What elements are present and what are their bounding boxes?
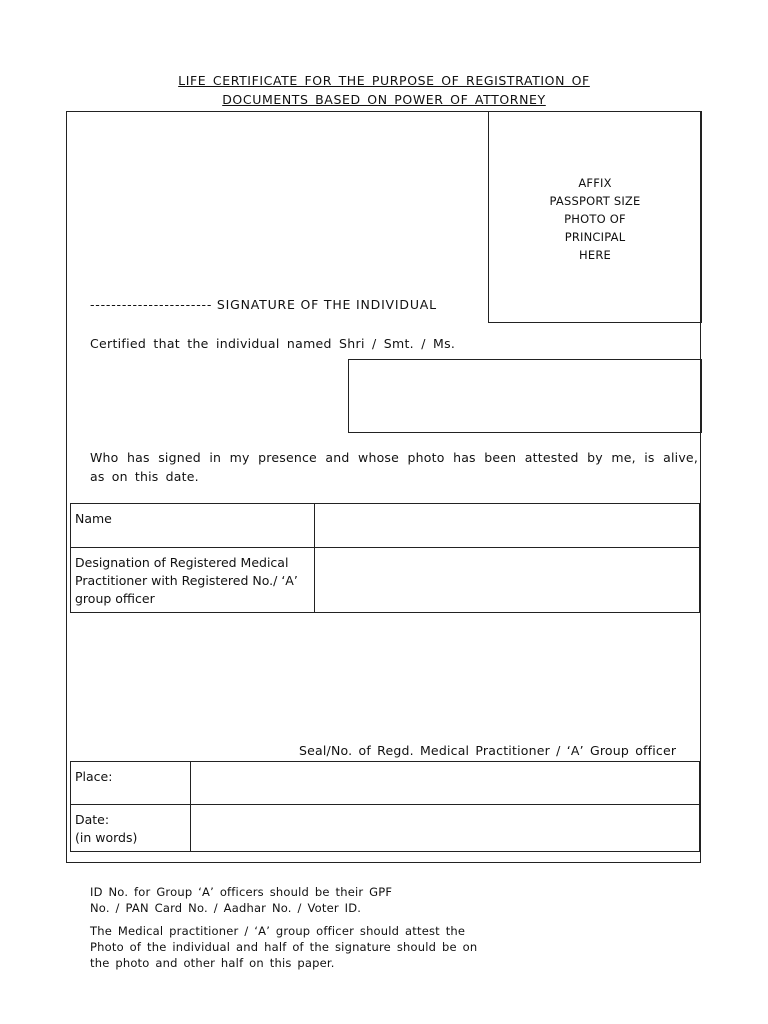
date-label: Date: bbox=[75, 812, 110, 827]
form-title-line-2: DOCUMENTS BASED ON POWER OF ATTORNEY bbox=[222, 92, 546, 107]
designation-field[interactable] bbox=[315, 548, 700, 613]
certified-text: Certified that the individual named Shri / Smt. / Ms. bbox=[90, 336, 456, 351]
note-2-line-3: the photo and other half on this paper. bbox=[90, 956, 335, 970]
seal-label: Seal/No. of Regd. Medical Practitioner / ‘A’ Group officer bbox=[299, 743, 677, 758]
name-field[interactable] bbox=[315, 504, 700, 548]
note-2-line-1: The Medical practitioner / ‘A’ group officer should attest the bbox=[90, 924, 466, 938]
designation-label: Designation of Registered Medical Practitioner with Registered No./ ‘A’ group officer bbox=[71, 548, 315, 613]
place-date-table bbox=[70, 761, 700, 852]
form-title-line-1: LIFE CERTIFICATE FOR THE PURPOSE OF REGISTRATION OF bbox=[178, 73, 590, 88]
photo-box-line: HERE bbox=[579, 248, 611, 262]
note-2-line-2: Photo of the individual and half of the signature should be on bbox=[90, 940, 478, 954]
place-label: Place: bbox=[71, 762, 191, 805]
note-1-line-1: ID No. for Group ‘A’ officers should be their GPF bbox=[90, 885, 393, 899]
photo-box-line: PASSPORT SIZE bbox=[549, 194, 641, 208]
name-label: Name bbox=[71, 504, 315, 548]
details-table bbox=[70, 503, 700, 613]
photo-box-line: AFFIX bbox=[578, 176, 612, 190]
photo-box-line: PHOTO OF bbox=[564, 212, 626, 226]
signature-label: ----------------------- SIGNATURE OF THE INDIVIDUAL bbox=[90, 297, 437, 312]
date-sub-label: (in words) bbox=[75, 830, 138, 845]
photo-box bbox=[488, 111, 702, 323]
date-label-cell bbox=[71, 805, 191, 852]
note-1-line-2: No. / PAN Card No. / Aadhar No. / Voter ID. bbox=[90, 901, 362, 915]
note-2 bbox=[90, 923, 477, 971]
attestation-text: Who has signed in my presence and whose photo has been attested by me, is alive, as on this date. bbox=[90, 450, 698, 484]
photo-box-line: PRINCIPAL bbox=[564, 230, 626, 244]
individual-name-box[interactable] bbox=[348, 359, 702, 433]
place-field[interactable] bbox=[191, 762, 700, 805]
date-field[interactable] bbox=[191, 805, 700, 852]
note-1 bbox=[90, 884, 392, 916]
